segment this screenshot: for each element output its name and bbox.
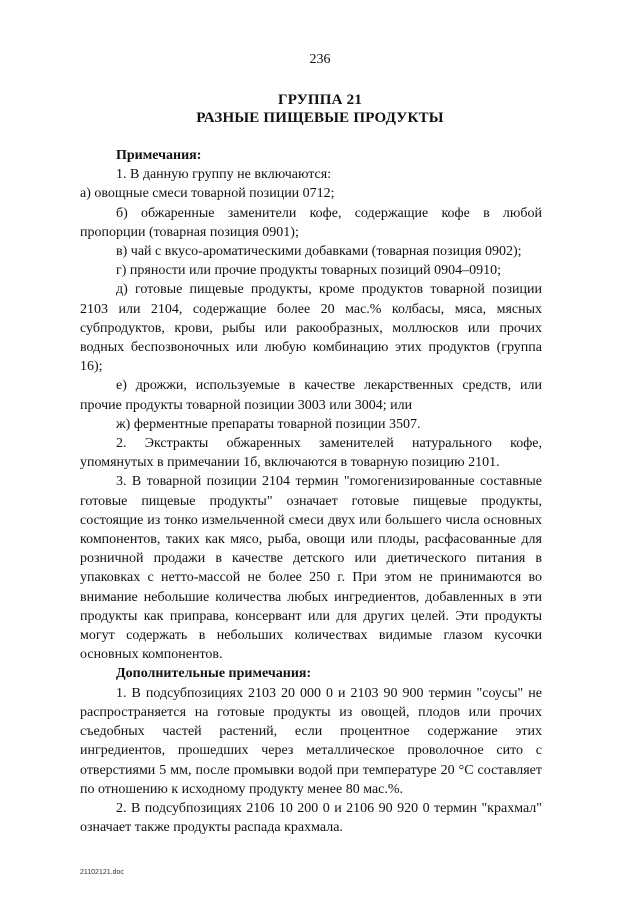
note-3: 3. В товарной позиции 2104 термин "гомогенизированные составные готовые пищевые продукты" означает готовые пищевые продукты, состоящие из тонко измельченной смеси двух или большего числа основных компонентов, таких как мясо, рыба, овощи или плоды, расфасованные для розничной продажи в качестве детского или диетического питания в упаковках с нетто-массой не более 250 г. При этом не принимаются во внимание небольшие количества любых ингредиентов, добавленных в эти продукты как приправа, консервант или для других целей. Эти продукты могут содержать в небольших количествах видимые глазом кусочки основных компонентов. bbox=[80, 474, 542, 663]
note-1e: е) дрожжи, используемые в качестве лекарственных средств, или прочие продукты товарной позиции 3003 или 3004; или bbox=[80, 378, 542, 413]
group-title: ГРУППА 21 bbox=[277, 92, 363, 108]
document-body bbox=[80, 146, 542, 837]
additional-note-2: 2. В подсубпозициях 2106 10 200 0 и 2106 90 920 0 термин "крахмал" означает также продукты распада крахмала. bbox=[80, 800, 542, 836]
additional-notes-heading: Дополнительные примечания: bbox=[116, 666, 312, 682]
note-1: 1. В данную группу не включаются: bbox=[116, 167, 332, 183]
footer-filename: 21102121.doc bbox=[80, 869, 124, 876]
notes-heading: Примечания: bbox=[116, 148, 202, 163]
note-1g: г) пряности или прочие продукты товарных позиций 0904–0910; bbox=[116, 263, 502, 279]
additional-note-1: 1. В подсубпозициях 2103 20 000 0 и 2103 90 900 термин "соусы" не распространяется на готовые продукты из овощей, плодов или прочих съедобных частей растений, если процентное содержание этих ингредиентов, прошедших через металлическое проволочное сито с отверстиями 5 мм, после промывки водой при температуре 20 °С составляет по отношению к исходному продукту менее 80 мас.%. bbox=[80, 685, 542, 797]
note-1a: а) овощные смеси товарной позиции 0712; bbox=[80, 186, 335, 202]
note-1d: д) готовые пищевые продукты, кроме продуктов товарной позиции 2103 или 2104, содержащие более 20 мас.% колбасы, мяса, мясных субпродуктов, крови, рыбы или ракообразных, моллюсков или прочих водных беспозвоночных или любую комбинацию этих продуктов (группа 16); bbox=[80, 282, 542, 375]
page-number: 236 bbox=[309, 52, 331, 67]
note-2: 2. Экстракты обжаренных заменителей натурального кофе, упомянутых в примечании 1б, включаются в товарную позицию 2101. bbox=[80, 436, 542, 471]
note-1v: в) чай с вкусо-ароматическими добавками (товарная позиция 0902); bbox=[116, 244, 522, 260]
note-1b: б) обжаренные заменители кофе, содержащие кофе в любой пропорции (товарная позиция 0901); bbox=[80, 205, 542, 240]
group-subtitle: РАЗНЫЕ ПИЩЕВЫЕ ПРОДУКТЫ bbox=[196, 110, 444, 126]
note-1zh: ж) ферментные препараты товарной позиции 3507. bbox=[116, 416, 421, 432]
